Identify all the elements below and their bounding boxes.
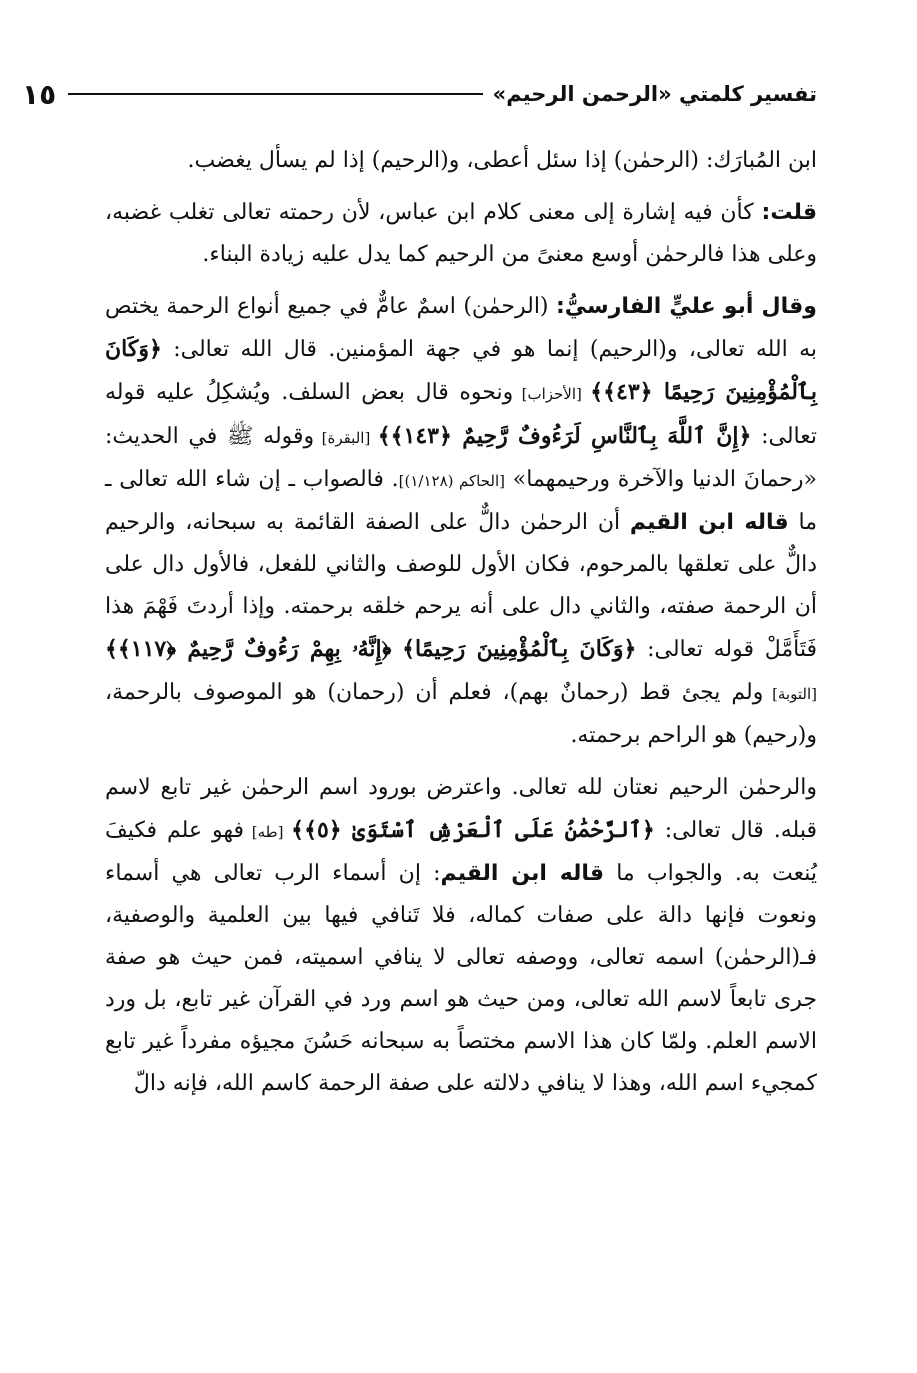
paragraph-text: كأن فيه إشارة إلى معنى كلام ابن عباس، لأن رحمته تعالى تغلب غضبه، وعلى هذا فالرحمٰن أوسع معنىً من الرحيم كما يدل عليه زيادة البناء. — [105, 200, 817, 267]
quran-verse: ﴿إِنَّ ٱللَّهَ بِٱلنَّاسِ لَرَءُوفٌ رَّحِيمٌ ﴿١٤٣﴾﴾ — [377, 423, 752, 449]
hadith-reference: [الحاكم (١/١٢٨)] — [398, 472, 506, 490]
paragraph-lead: قلت: — [761, 200, 817, 225]
paragraph-lead: وقال أبو عليٍّ الفارسيُّ: — [556, 294, 817, 319]
cited-scholar: قاله ابن القيم — [440, 861, 604, 886]
paragraph-text: ونحوه قال بعض السلف. ويُشكِلُ عليه قوله تعالى: — [105, 380, 817, 449]
paragraph-text: والرحمٰن الرحيم نعتان لله تعالى. واعترض بورود اسم الرحمٰن غير تابع لاسم قبله. قال تعالى: — [105, 775, 817, 843]
quran-verse: ﴿ٱلرَّحْمَٰنُ عَلَى ٱلْعَرْشِ ٱسْتَوَىٰ ﴿٥﴾﴾ — [291, 817, 655, 843]
verse-reference: [طه] — [244, 823, 292, 841]
quran-verse: ﴿وَكَانَ بِٱلْمُؤْمِنِينَ رَحِيمًا ﴿٤٣﴾﴾ — [105, 336, 817, 405]
paragraph-text: ابن المُبارَك: (الرحمٰن) إذا سئل أعطى، و(الرحيم) إذا لم يسأل يغضب. — [187, 148, 817, 173]
page-number: ١٥ — [22, 77, 57, 111]
page-header — [22, 72, 817, 116]
running-title: تفسير كلمتي «الرحمن الرحيم» — [492, 82, 817, 106]
quran-verse: ﴿إِنَّهُۥ بِهِمْ رَءُوفٌ رَّحِيمٌ ﴿١١٧﴾﴾ — [105, 636, 392, 662]
paragraph-2 — [105, 192, 817, 276]
quran-verse: ﴿وَكَانَ بِٱلْمُؤْمِنِينَ رَحِيمًا﴾ — [402, 636, 637, 662]
paragraph-1 — [105, 140, 817, 182]
body-text — [105, 140, 817, 1115]
verse-reference: [البقرة] — [314, 429, 378, 447]
verse-reference: [الأحزاب] — [513, 385, 591, 403]
paragraph-text: . فالصواب ـ إن شاء الله تعالى ـ ما — [105, 467, 817, 535]
paragraph-text — [391, 637, 402, 662]
paragraph-3 — [105, 286, 817, 757]
header-rule — [68, 93, 482, 95]
paragraph-text: ولم يجئ قط (رحمانٌ بهم)، فعلم أن (رحمان) هو الموصوف بالرحمة، و(رحيم) هو الراحم برحمته. — [105, 680, 817, 748]
paragraph-text: : إن أسماء الرب تعالى هي أسماء ونعوت فإنها دالة على صفات كماله، فلا تَنافي فيها بين العلمية والوصفية، فـ(الرحمٰن) اسمه تعالى، ووصفه تعالى لا ينافي اسميته، فمن حيث هو صفة جرى تابعاً لاسم الله تعالى، ومن حيث هو اسم ورد في القرآن غير تابع، بل ورد الاسم العلم. ولمّا كان هذا الاسم مختصاً به سبحانه حَسُنَ مجيؤه مفرداً غير تابع كمجيء اسم الله، وهذا لا ينافي دلالته على صفة الرحمة كاسم الله، فإنه دالّ — [105, 861, 817, 1096]
paragraph-text: فهو علم فكيفَ يُنعت به. والجواب ما — [105, 818, 817, 886]
cited-scholar: قاله ابن القيم — [629, 510, 789, 535]
paragraph-text: وقوله ﷺ في الحديث: «رحمانَ الدنيا والآخرة ورحيمهما» — [105, 424, 817, 492]
paragraph-text: أن الرحمٰن دالٌّ على الصفة القائمة به سبحانه، والرحيم دالٌّ على تعلقها بالمرحوم، فكان الأول للوصف والثاني للفعل، فالأول دال على أن الرحمة صفته، والثاني دال على أنه يرحم خلقه برحمته. وإذا أردتَ فَهْمَ هذا فَتَأَمَّلْ قوله تعالى: — [105, 510, 817, 662]
paragraph-text: (الرحمٰن) اسمٌ عامٌّ في جميع أنواع الرحمة يختص به الله تعالى، و(الرحيم) إنما هو في جهة المؤمنين. قال الله تعالى: — [105, 294, 817, 362]
paragraph-4 — [105, 767, 817, 1105]
verse-reference: [التوبة] — [763, 685, 817, 703]
